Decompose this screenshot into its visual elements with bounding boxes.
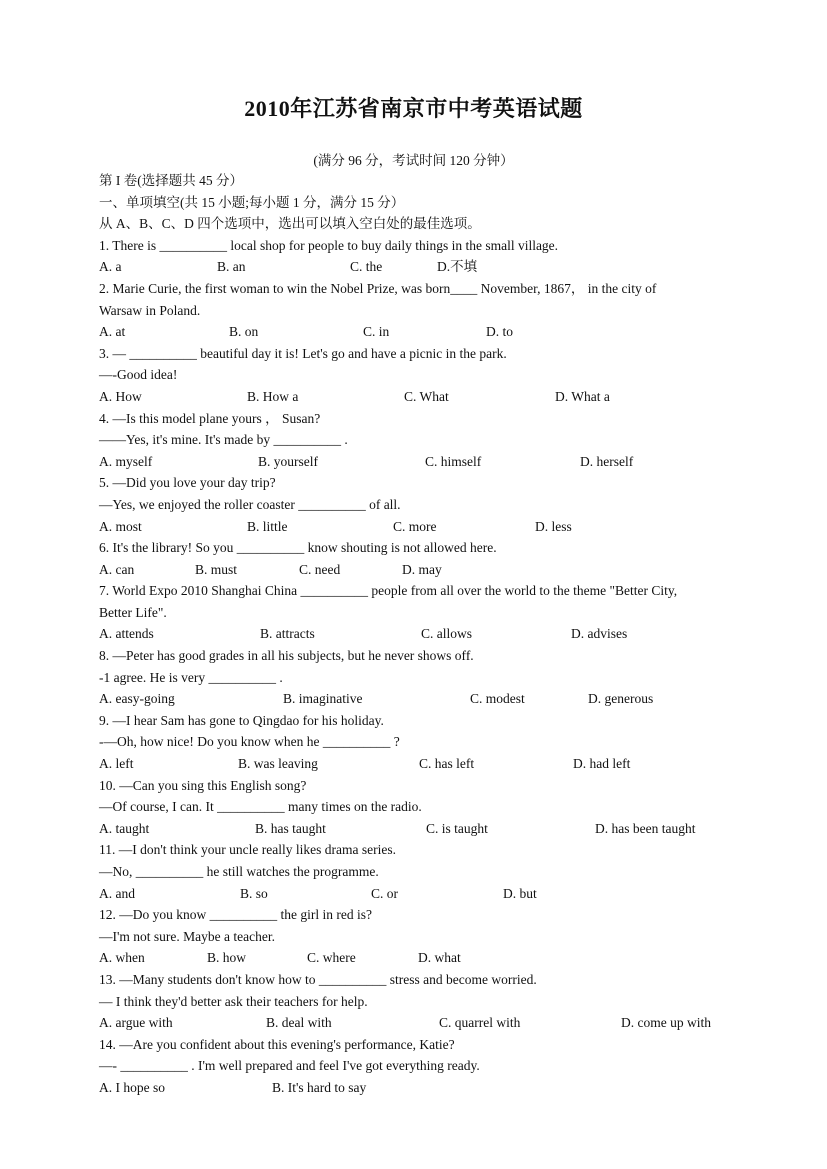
question-12-options [99,947,739,969]
exam-subtitle: (满分 96 分，考试时间 120 分钟） [313,153,514,168]
option-a: A. left [99,756,134,772]
question-2-stem: 2. Marie Curie, the first woman to win the Nobel Prize, was born____ November, 1867， in the city of [99,280,657,296]
option-b: B. little [247,518,288,534]
question-10-options [99,818,739,840]
question-10-reply: —Of course, I can. It __________ many times on the radio. [99,799,422,815]
question-14-reply: —- __________ . I'm well prepared and feel I've got everything ready. [99,1058,480,1074]
question-5-reply: —Yes, we enjoyed the roller coaster __________ of all. [99,496,401,512]
question-3-reply: —-Good idea! [99,367,178,383]
option-a: A. a [99,259,122,275]
question-11-reply: —No, __________ he still watches the programme. [99,864,379,879]
question-9-options [99,753,739,775]
question-11-stem: 11. —I don't think your uncle really likes drama series. [99,842,396,858]
question-8-options [99,688,739,710]
option-c: C. need [299,561,341,577]
question-7-stem-cont: Better Life". [99,604,167,620]
option-a: A. can [99,561,135,577]
option-b: B. yourself [258,453,318,469]
section-heading: 一、单项填空(共 15 小题;每小题 1 分，满分 15 分） [99,194,405,210]
option-c: C. What [404,388,449,404]
option-a: A. at [99,324,126,340]
question-4-reply: ——Yes, it's mine. It's made by __________ . [99,432,348,448]
question-5-stem: 5. —Did you love your day trip? [99,475,276,491]
option-c: C. where [307,950,356,966]
option-c: C. allows [421,626,473,642]
option-d: D. less [535,518,572,534]
option-b: B. an [217,259,246,275]
option-c: C. modest [470,691,525,707]
option-c: C. quarrel with [439,1015,521,1031]
option-c: C. has left [419,756,475,772]
option-d: D. may [402,561,442,577]
question-1-options [99,256,739,278]
exam-content [99,170,739,1099]
question-14-stem: 14. —Are you confident about this evening's performance, Katie? [99,1036,455,1052]
option-d: D. generous [588,691,654,707]
option-d: D. advises [571,626,628,642]
instruction: 从 A、B、C、D 四个选项中，选出可以填入空白处的最佳选项。 [99,216,481,232]
question-1-stem: 1. There is __________ local shop for people to buy daily things in the small village. [99,237,559,253]
option-a: A. myself [99,453,153,469]
option-a: A. argue with [99,1015,173,1031]
question-9-reply: -—Oh, how nice! Do you know when he __________ ? [99,734,400,750]
question-3-stem: 3. — __________ beautiful day it is! Let's go and have a picnic in the park. [99,345,507,361]
question-4-options [99,451,739,473]
option-a: A. most [99,518,142,534]
option-a: A. I hope so [99,1079,165,1095]
option-b: B. It's hard to say [272,1079,367,1095]
option-b: B. has taught [255,820,326,836]
option-c: C. is taught [426,820,488,836]
option-d: D. what [418,950,461,966]
option-d: D. come up with [621,1015,711,1031]
question-7-stem: 7. World Expo 2010 Shanghai China __________ people from all over the world to the theme "Better City, [99,583,678,599]
option-d: D. but [503,885,537,901]
option-b: B. so [240,885,268,901]
option-c: C. more [393,518,437,534]
option-b: B. deal with [266,1015,332,1031]
part-heading: 第 I 卷(选择题共 45 分） [99,173,243,188]
question-2-stem-cont: Warsaw in Poland. [99,302,201,318]
question-14-options [99,1077,739,1099]
option-c: C. himself [425,453,482,469]
option-c: C. or [371,885,398,901]
question-6-stem: 6. It's the library! So you __________ know shouting is not allowed here. [99,540,497,556]
question-8-stem: 8. —Peter has good grades in all his subjects, but he never shows off. [99,648,474,664]
option-a: A. and [99,885,135,901]
question-11-options [99,883,739,905]
option-d: D. has been taught [595,820,696,836]
option-b: B. how [207,950,247,966]
option-a: A. taught [99,820,150,836]
option-d: D.不填 [437,259,478,275]
option-d: D. to [486,324,513,340]
option-c: C. the [350,259,383,275]
option-a: A. How [99,388,142,404]
option-b: B. How a [247,388,299,404]
question-8-reply: -1 agree. He is very __________ . [99,669,283,685]
question-7-options [99,623,739,645]
exam-title: 2010年江苏省南京市中考英语试题 [244,96,583,121]
option-b: B. imaginative [283,691,363,707]
question-2-options [99,321,739,343]
option-b: B. was leaving [238,756,318,772]
question-12-reply: —I'm not sure. Maybe a teacher. [99,928,275,944]
option-d: D. What a [555,388,610,404]
question-6-options [99,559,739,581]
option-d: D. had left [573,756,631,772]
question-10-stem: 10. —Can you sing this English song? [99,777,307,793]
option-b: B. attracts [260,626,315,642]
option-a: A. attends [99,626,154,642]
question-4-stem: 4. —Is this model plane yours ， Susan? [99,410,321,426]
option-d: D. herself [580,453,634,469]
question-9-stem: 9. —I hear Sam has gone to Qingdao for his holiday. [99,712,384,728]
option-b: B. on [229,324,259,340]
option-a: A. when [99,950,145,966]
question-13-stem: 13. —Many students don't know how to __________ stress and become worried. [99,971,537,987]
question-12-stem: 12. —Do you know __________ the girl in red is? [99,907,372,923]
question-13-options [99,1012,739,1034]
question-3-options [99,386,739,408]
question-5-options [99,516,739,538]
option-a: A. easy-going [99,691,175,707]
option-c: C. in [363,324,390,340]
question-13-reply: — I think they'd better ask their teachers for help. [99,993,368,1009]
option-b: B. must [195,561,238,577]
